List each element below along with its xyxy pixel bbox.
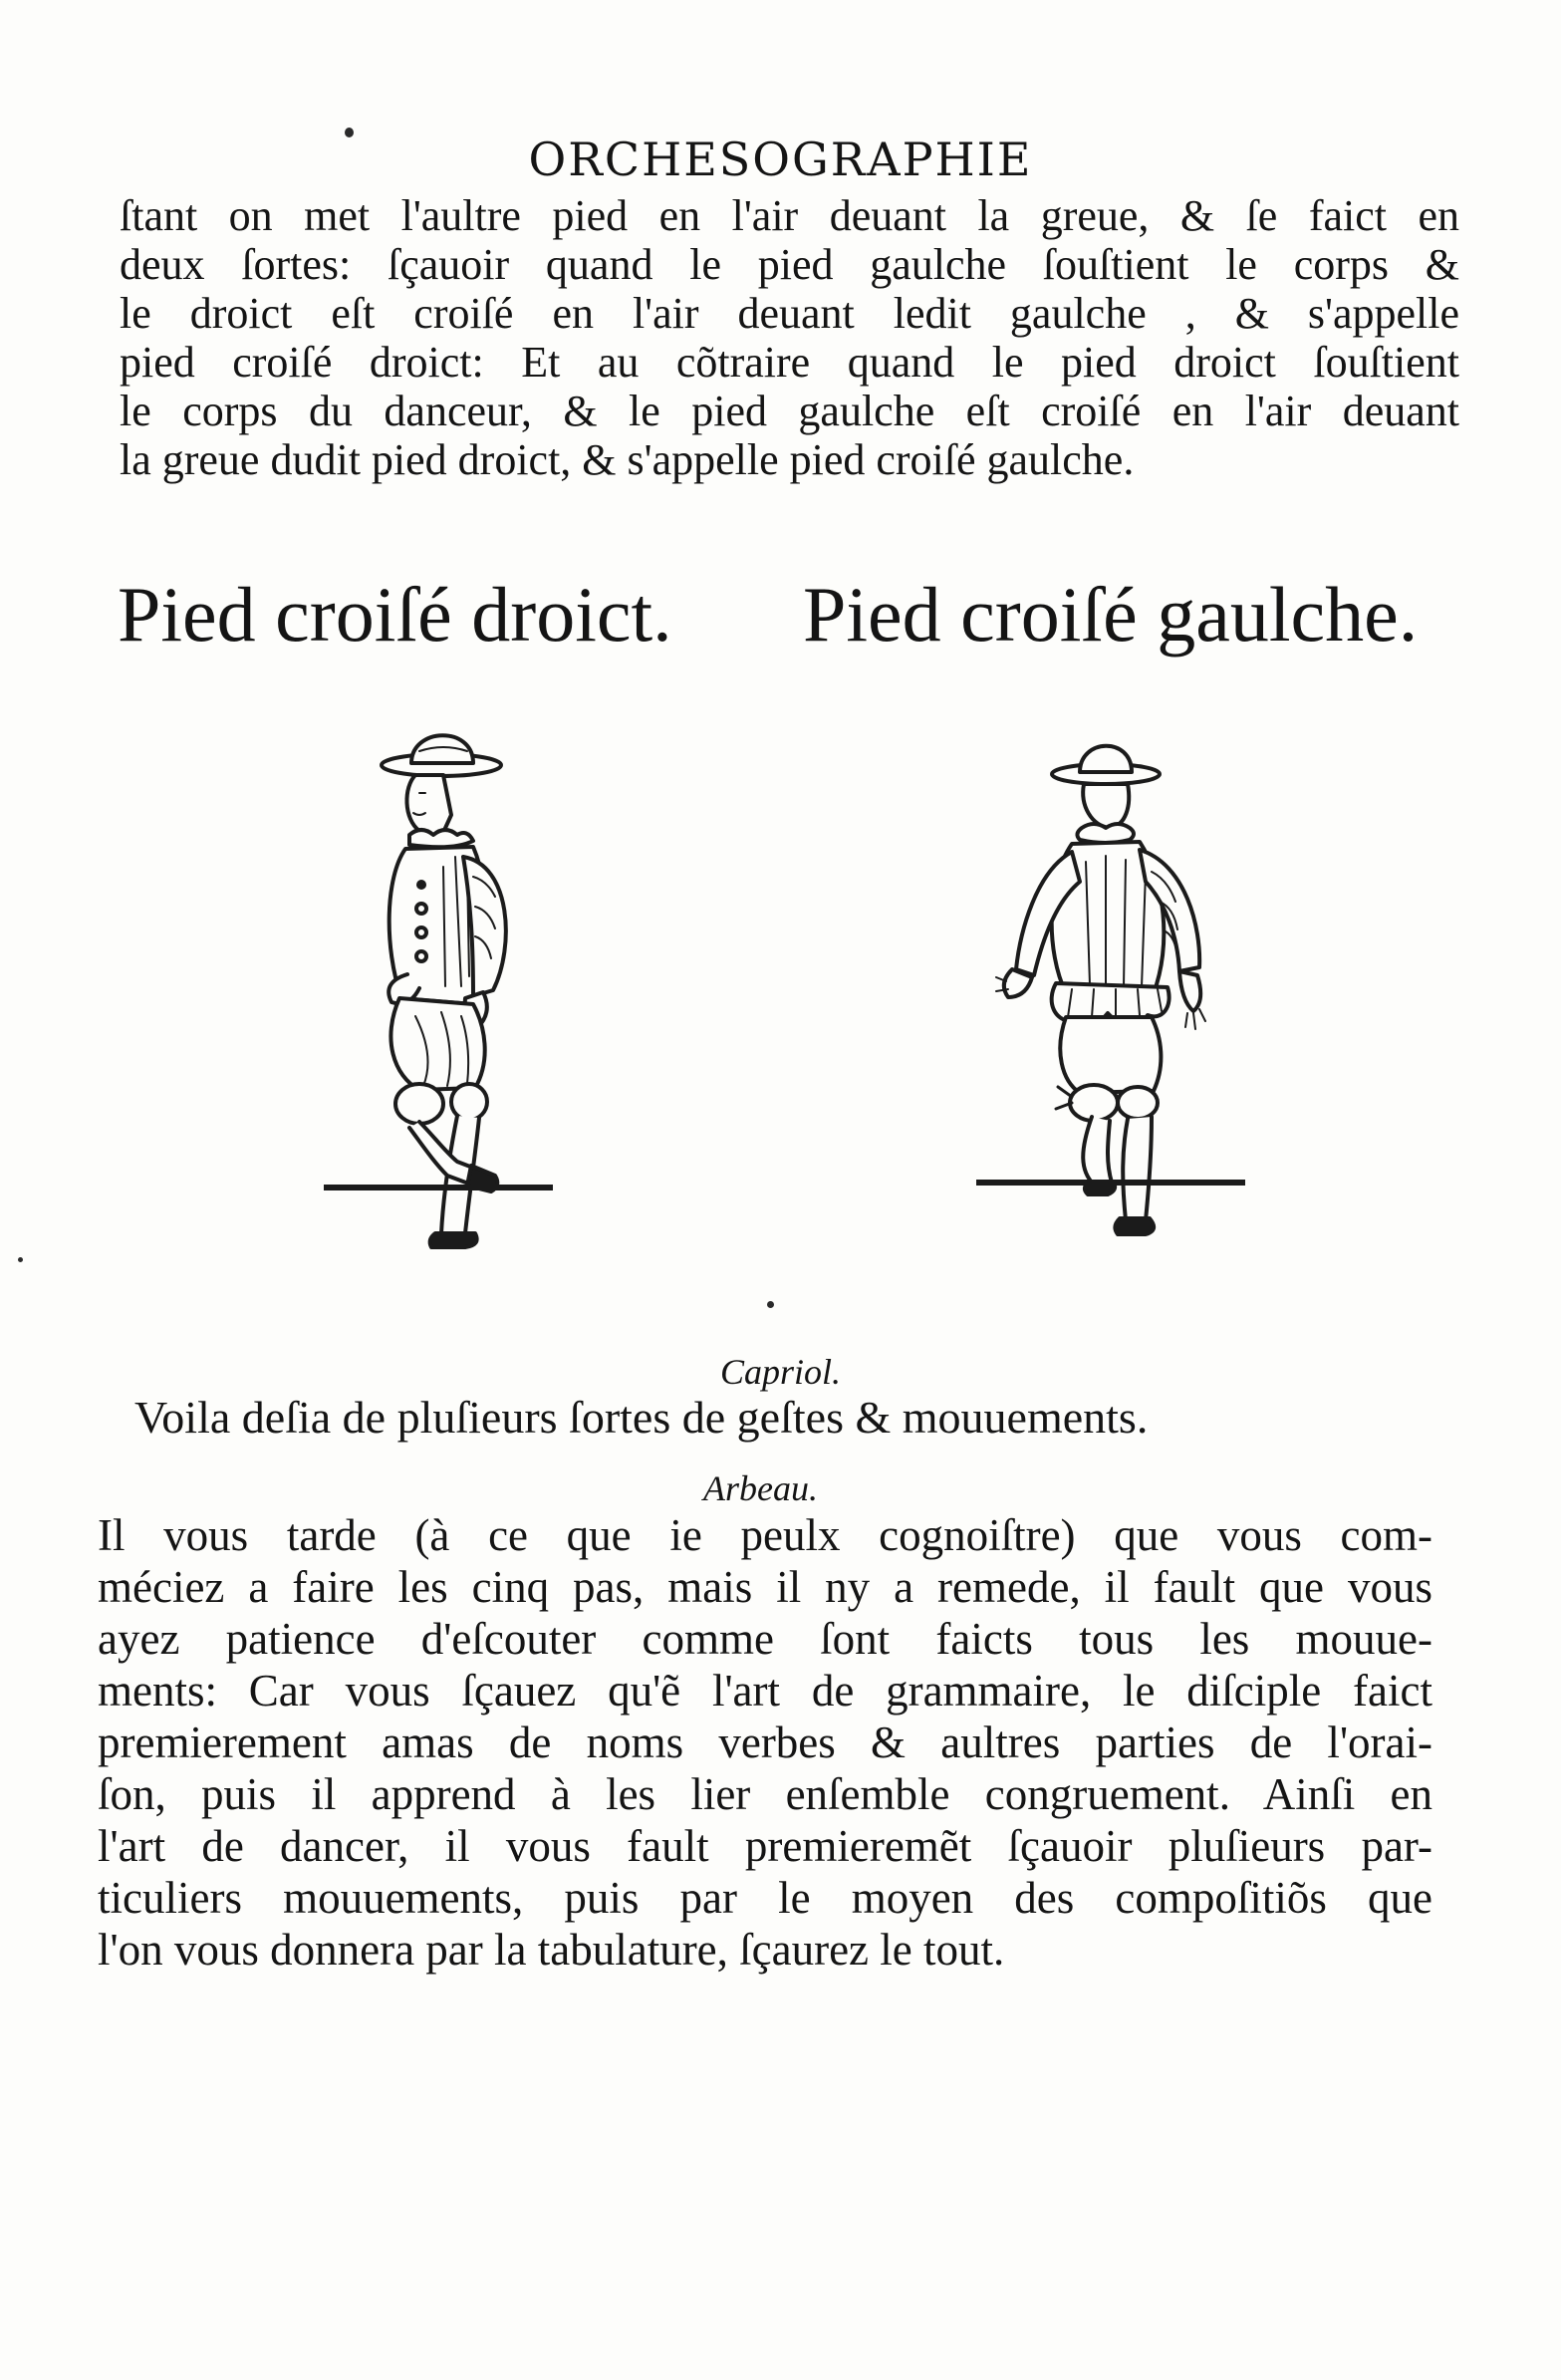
ink-speck: [18, 1257, 23, 1262]
text-line: l'on vous donnera par la tabulature, ſçaurez le tout.: [98, 1925, 1005, 1975]
text-line: ſon, puis il apprend à les lier enſemble congruement. Ainſi en: [98, 1769, 1432, 1819]
figure-caption-right: Pied croiſé gaulche.: [803, 571, 1419, 658]
text-line: premierement amas de noms verbes & aultres parties de l'orai-: [98, 1718, 1432, 1767]
capriol-speech: Voila deſia de pluſieurs ſortes de geſtes & mouuements.: [134, 1392, 1149, 1443]
text-line: ticuliers mouuements, puis par le moyen des compoſitiõs que: [98, 1873, 1432, 1923]
ink-speck: [767, 1301, 774, 1308]
text-line: ayez patience d'eſcouter comme ſont faicts tous les mouue-: [98, 1614, 1432, 1664]
text-line: la greue dudit pied droict, & s'appelle pied croiſé gaulche.: [120, 435, 1135, 484]
woodcut-dancer-right: [976, 732, 1245, 1260]
text-line: ſtant on met l'aultre pied en l'air deuant la greue, & ſe faict en: [120, 191, 1459, 240]
woodcut-dancer-left: [324, 717, 553, 1255]
text-line: ments: Car vous ſçauez qu'ẽ l'art de grammaire, le diſciple faict: [98, 1666, 1432, 1716]
text-line: le droict eſt croiſé en l'air deuant ledit gaulche , & s'appelle: [120, 289, 1459, 338]
running-head: ORCHESOGRAPHIE: [528, 132, 1033, 186]
text-line: deux ſortes: ſçauoir quand le pied gaulche ſouſtient le corps &: [120, 240, 1459, 289]
text-line: le corps du danceur, & le pied gaulche eſt croiſé en l'air deuant: [120, 387, 1459, 435]
speaker-capriol: Capriol.: [719, 1352, 842, 1392]
text-line: l'art de dancer, il vous fault premieremẽt ſçauoir pluſieurs par-: [98, 1821, 1432, 1871]
text-line: méciez a faire les cinq pas, mais il ny a remede, il fault que vous: [98, 1562, 1432, 1612]
arbeau-speech: [98, 1509, 1432, 1976]
text-line: Il vous tarde (à ce que ie peulx cognoiſtre) que vous com-: [98, 1510, 1432, 1560]
speaker-arbeau: Arbeau.: [703, 1468, 818, 1508]
text-line: pied croiſé droict: Et au cõtraire quand le pied droict ſouſtient: [120, 338, 1459, 387]
figure-caption-left: Pied croiſé droict.: [118, 571, 672, 658]
top-paragraph: [120, 191, 1459, 484]
